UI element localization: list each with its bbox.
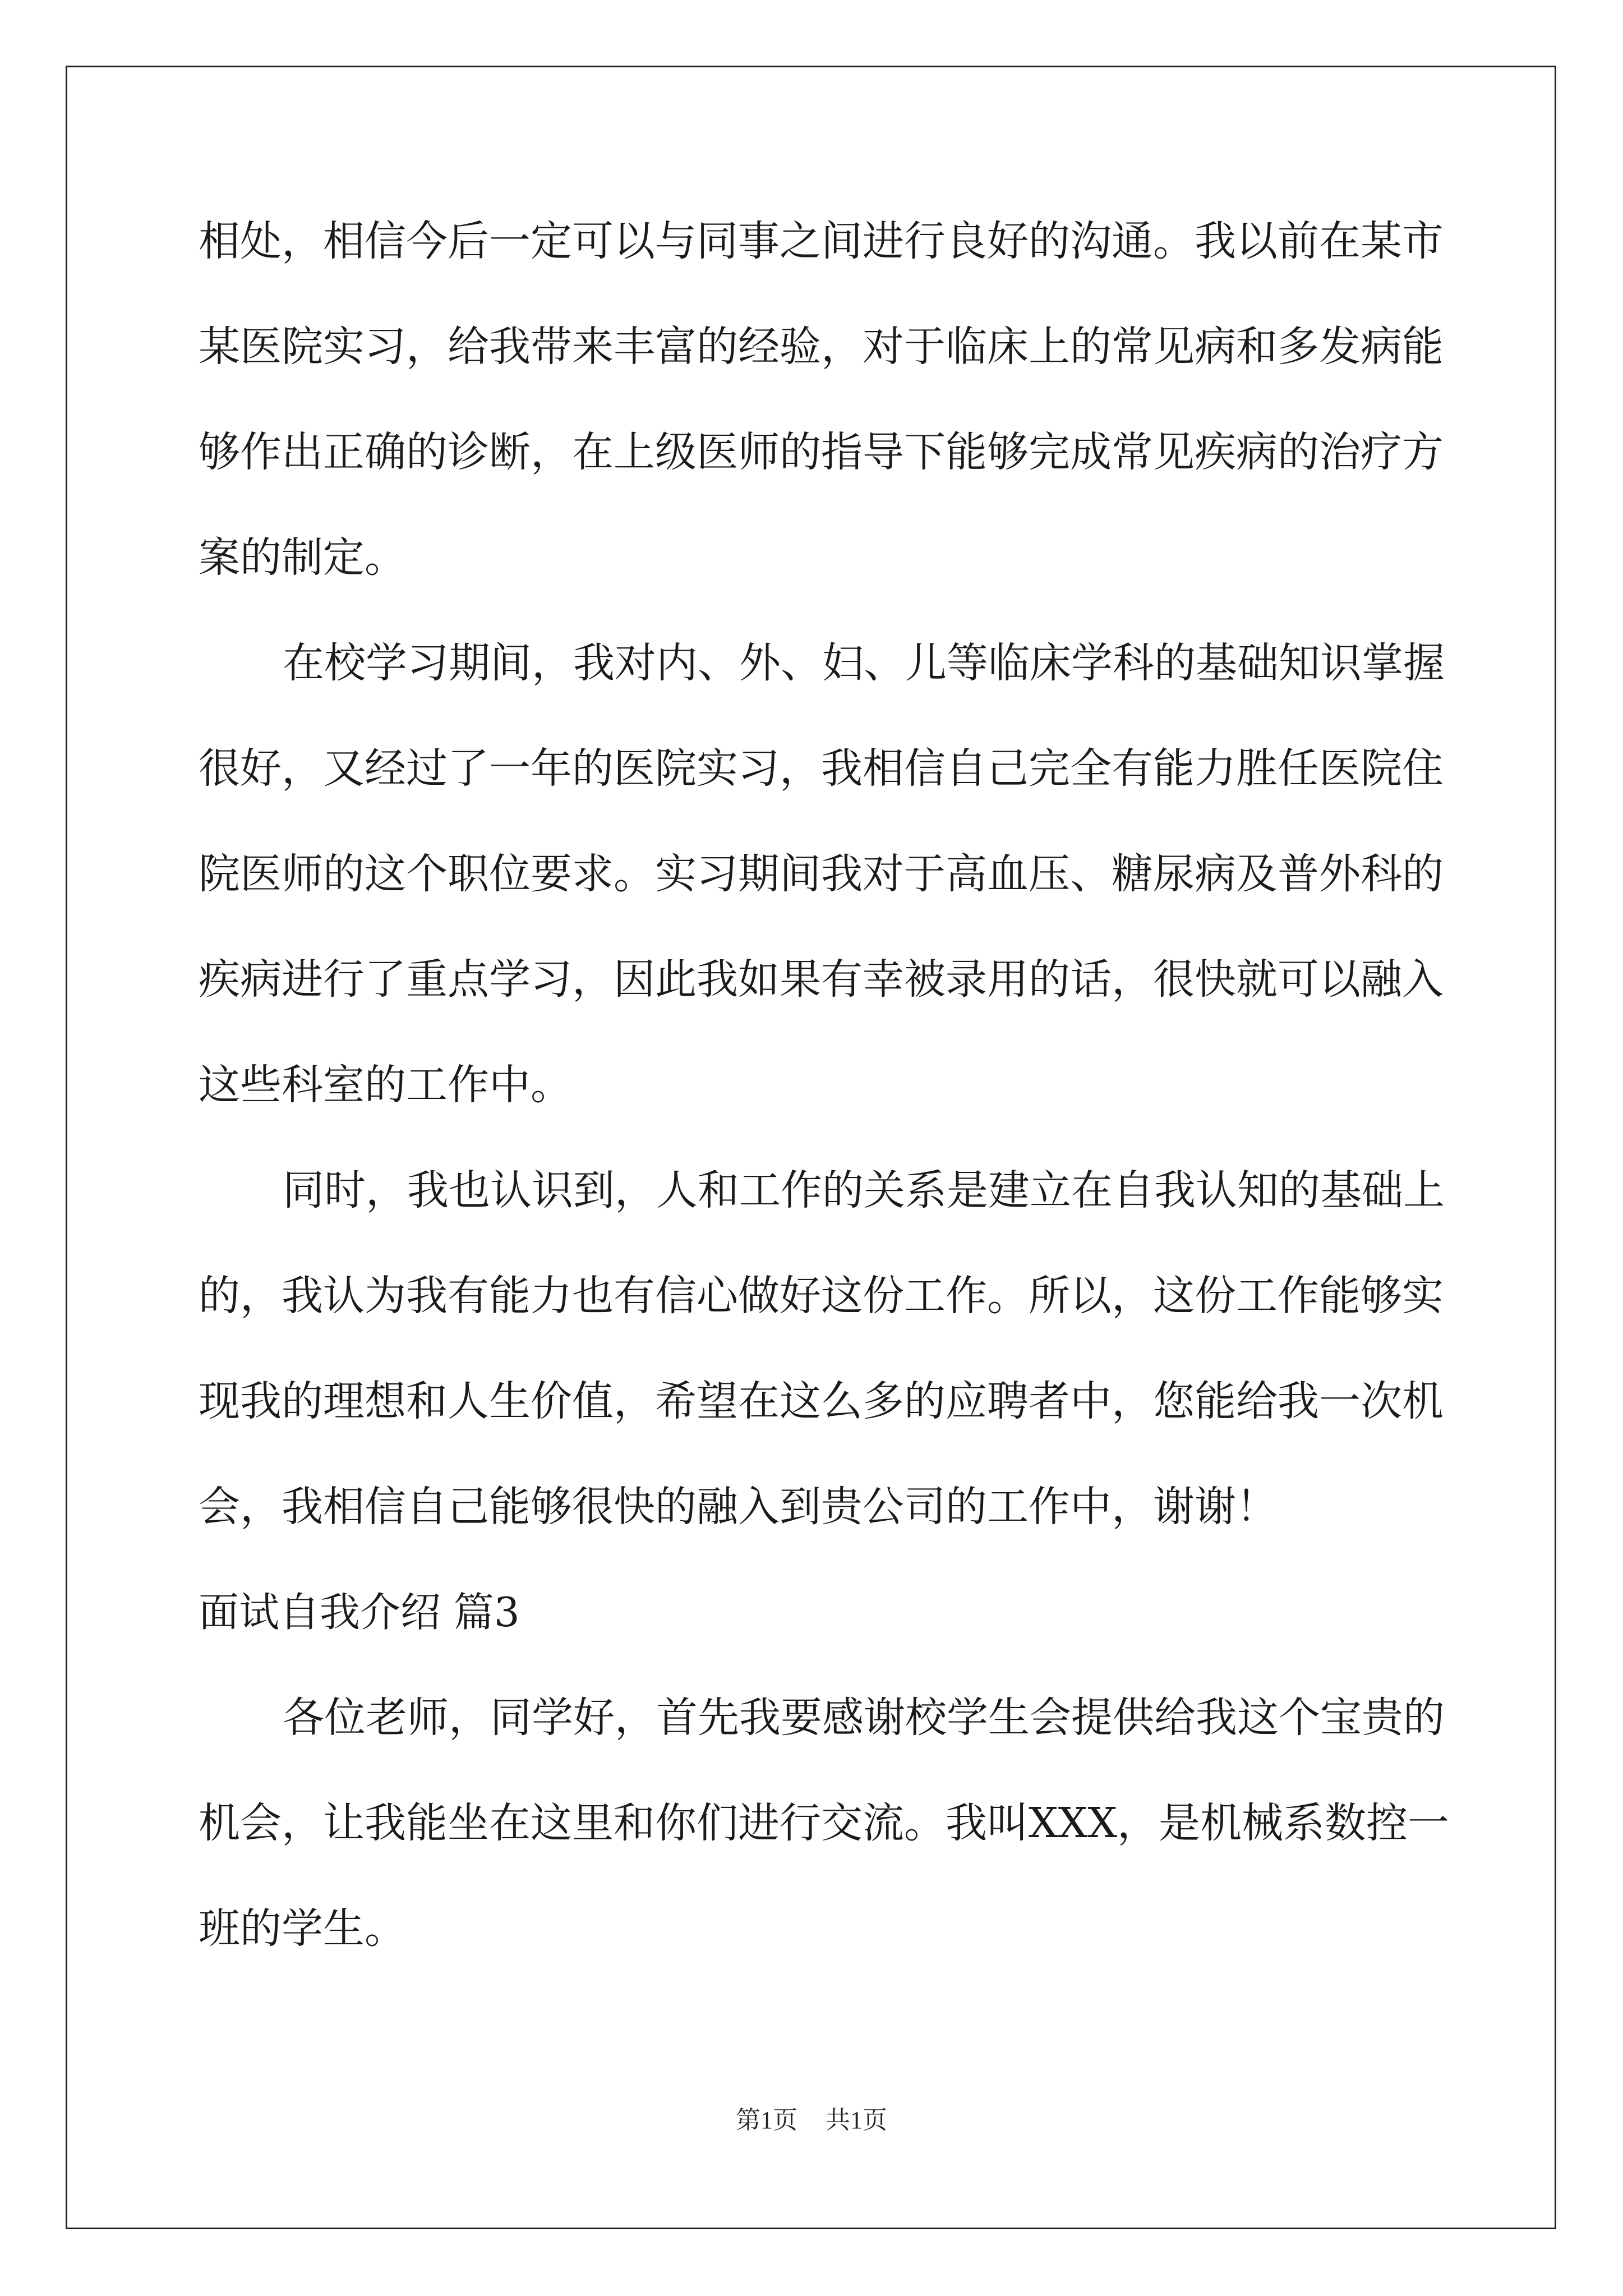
text-line: 疾病进行了重点学习，因此我如果有幸被录用的话，很快就可以融入 [199, 955, 1444, 1004]
page-number-total: 共1页 [826, 2106, 887, 2134]
text-line: 某医院实习，给我带来丰富的经验，对于临床上的常见病和多发病能 [199, 323, 1444, 371]
section-heading: 面试自我介绍 篇3 [199, 1589, 520, 1636]
text-line: 班的学生。 [199, 1904, 406, 1953]
text-line: 很好，又经过了一年的医院实习，我相信自己完全有能力胜任医院住 [199, 744, 1444, 793]
paragraph-first-line: 各位老师，同学好，首先我要感谢校学生会提供给我这个宝贵的 [283, 1694, 1445, 1742]
page-footer [0, 2104, 1623, 2137]
paragraph-first-line: 同时，我也认识到，人和工作的关系是建立在自我认知的基础上 [283, 1166, 1445, 1214]
text-line: 够作出正确的诊断，在上级医师的指导下能够完成常见疾病的治疗方 [199, 428, 1444, 476]
page-number-current: 第1页 [736, 2106, 797, 2134]
text-line: 相处，相信今后一定可以与同事之间进行良好的沟通。我以前在某市 [199, 217, 1444, 265]
text-line: 现我的理想和人生价值，希望在这么多的应聘者中，您能给我一次机 [199, 1377, 1444, 1425]
text-line: 这些科室的工作中。 [199, 1061, 572, 1109]
text-line: 会，我相信自己能够很快的融入到贵公司的工作中，谢谢！ [199, 1483, 1278, 1531]
paragraph-first-line: 在校学习期间，我对内、外、妇、儿等临床学科的基础知识掌握 [283, 639, 1445, 687]
text-line: 的，我认为我有能力也有信心做好这份工作。所以，这份工作能够实 [199, 1272, 1444, 1320]
text-line: 机会，让我能坐在这里和你们进行交流。我叫XXX，是机械系数控一 [199, 1799, 1450, 1847]
text-line: 院医师的这个职位要求。实习期间我对于高血压、糖尿病及普外科的 [199, 850, 1444, 898]
text-line: 案的制定。 [199, 533, 406, 582]
document-body [199, 208, 1450, 2000]
